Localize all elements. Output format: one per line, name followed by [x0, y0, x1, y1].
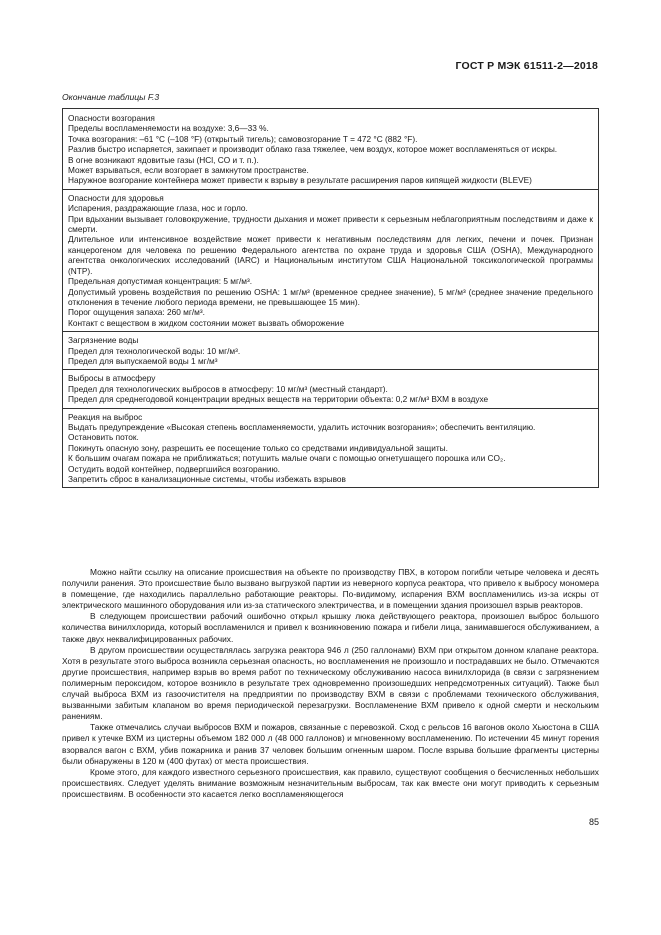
paragraph: Кроме этого, для каждого известного серьезного происшествия, как правило, существуют сообщения о бесчисленных небольших происшествиях. Следует уделять внимание возможным незначительным выбросам, так как вместе они могут приводить к серьезным происшествиям. В особенности это касается легко воспламеняющегося — [62, 766, 599, 799]
paragraph: В другом происшествии осуществлялась загрузка реактора 946 л (250 галлонами) ВХМ при открытом донном клапане реактора. Хотя в результате этого выброса возникла серьезная опасность, но воспламенения не произошло и пострадавших не было. Отмечаются другие происшествия, например взрыв во время работ по техническому обслуживанию насоса винилхлорида (в связи с загрязнением полимерным пероксидом, которое возникло в результате трех одновременно произошедших непредсмотренных ситуаций). Также был случай выброса ВХМ из газоочистителя на предприятии по производству ВХМ в связи с проблемами технического обслуживания, вызванными забитым клапаном во время периодической перезагрузки. Воспламенение ВХМ привело к одной смерти и нескольким ранениям. — [62, 644, 599, 722]
paragraph: Можно найти ссылку на описание происшествия на объекте по производству ПВХ, в котором погибли четыре человека и десять получили ранения. Это происшествие было вызвано выгрузкой партии из неверного корпуса реактора, что привело к выбросу мономера в помещение, где находились параллельно работающие реакторы. По-видимому, испарения ВХМ воспламенились из-за искры от электрического машинного оборудования или из-за статического электричества, и в помещении здания произошел взрыв реакторов. — [62, 567, 599, 611]
table-line: Пределы воспламеняемости на воздухе: 3,6—33 %. — [68, 123, 269, 134]
table-line: Загрязнение воды — [68, 335, 139, 346]
water-pollution-section — [63, 331, 598, 369]
table-line: Опасности для здоровья — [68, 192, 164, 203]
health-hazards-section — [63, 189, 598, 331]
table-line: Выбросы в атмосферу — [68, 373, 156, 384]
table-line: Реакция на выброс — [68, 411, 143, 422]
table-line: При вдыхании вызывает головокружение, трудности дыхания и может привести к серьезным неблагоприятным последствиям и даже к смерти. — [68, 213, 593, 235]
table-line: Порог ощущения запаха: 260 мг/м³. — [68, 307, 205, 318]
table-line: Предел для выпускаемой воды 1 мг/м³ — [68, 355, 218, 366]
table-line: Испарения, раздражающие глаза, нос и горло. — [68, 203, 248, 214]
table-caption: Окончание таблицы F.3 — [62, 92, 160, 102]
table-line: Запретить сброс в канализационные системы, чтобы избежать взрывов — [68, 474, 346, 484]
table-line: Выдать предупреждение «Высокая степень воспламеняемости, удалить источник возгорания»; обеспечить вентиляцию. — [68, 421, 536, 432]
air-emissions-section — [63, 369, 598, 407]
table-line: Предел для технологических выбросов в атмосферу: 10 мг/м³ (местный стандарт). — [68, 383, 388, 394]
table-line: В огне возникают ядовитые газы (HCl, CO и т. п.). — [68, 154, 259, 165]
table-line: Может взрываться, если возгорает в замкнутом пространстве. — [68, 165, 309, 176]
page-number: 85 — [588, 817, 599, 827]
table-line: Наружное возгорание контейнера может привести к взрыву в результате расширения паров кипящей жидкости (BLEVE) — [68, 175, 532, 186]
paragraph: Также отмечались случаи выбросов ВХМ и пожаров, связанные с перевозкой. Сход с рельсов 16 вагонов около Хьюстона в США привел к утечке ВХМ из цистерны объемом 182 000 л (48 000 галлонов) и мгновенному воспламенению. По истечении 45 минут горения взорвался вагон с ВХМ, убив пожарника и ранив 37 человек большим огненным шаром. После взрыва большие фрагменты цистерны были обнаружены в 120 м (400 футах) от места происшествия. — [62, 722, 599, 766]
release-response-section — [63, 408, 598, 488]
table-line: Покинуть опасную зону, разрешить ее посещение только со средствами индивидуальной защиты. — [68, 442, 448, 453]
table-line: Опасности возгорания — [68, 113, 155, 123]
table-line: Разлив быстро испаряется, закипает и производит облако газа тяжелее, чем воздух, которое может воспламеняться от искры. — [68, 144, 558, 155]
body-text — [62, 567, 599, 800]
table-line: Допустимый уровень воздействия по решению OSHA: 1 мг/м³ (временное среднее значение), 5 мг/м³ (среднее значение предельного отклонения в течение любого периода времени, не превышающее 15 мин). — [68, 286, 593, 307]
paragraph: В следующем происшествии рабочий ошибочно открыл крышку люка действующего реактора, произошел выброс большого количества винилхлорида, который воспламенился и привел к возникновению пожара и гибели лица, занимавшегося обслуживанием, а также двух неквалифицированных рабочих. — [62, 611, 599, 644]
table-line: К большим очагам пожара не приближаться; потушить малые очаги с помощью огнетушащего порошка или CO₂. — [68, 453, 506, 464]
table-line: Длительное или интенсивное воздействие может привести к негативным последствиям для легких, печени и почек. Признан канцерогеном для человека по решению Федерального агентства по охране труда и здоровья США (OSHA), Международного агентства онкологических исследований (IARC) и Национальным институтом США Национальной токсикологической программы (NTP). — [68, 234, 593, 276]
document-header: ГОСТ Р МЭК 61511-2—2018 — [455, 60, 598, 72]
table-line: Остановить поток. — [68, 432, 139, 443]
table-line: Контакт с веществом в жидком состоянии может вызвать обморожение — [68, 317, 345, 328]
table-line: Точка возгорания: –61 °C (–108 °F) (открытый тигель); самовозгорание T = 472 °C (882 °F). — [68, 133, 418, 144]
table-line: Предельная допустимая концентрация: 5 мг/м³. — [68, 276, 253, 287]
fire-hazards-section — [63, 109, 598, 189]
table-line: Остудить водой контейнер, подвергшийся возгоранию. — [68, 463, 280, 474]
table-line: Предел для технологической воды: 10 мг/м³. — [68, 345, 241, 356]
hazard-table — [62, 108, 599, 488]
table-line: Предел для среднегодовой концентрации вредных веществ на территории объекта: 0,2 мг/м³ ВХМ в воздухе — [68, 394, 489, 405]
